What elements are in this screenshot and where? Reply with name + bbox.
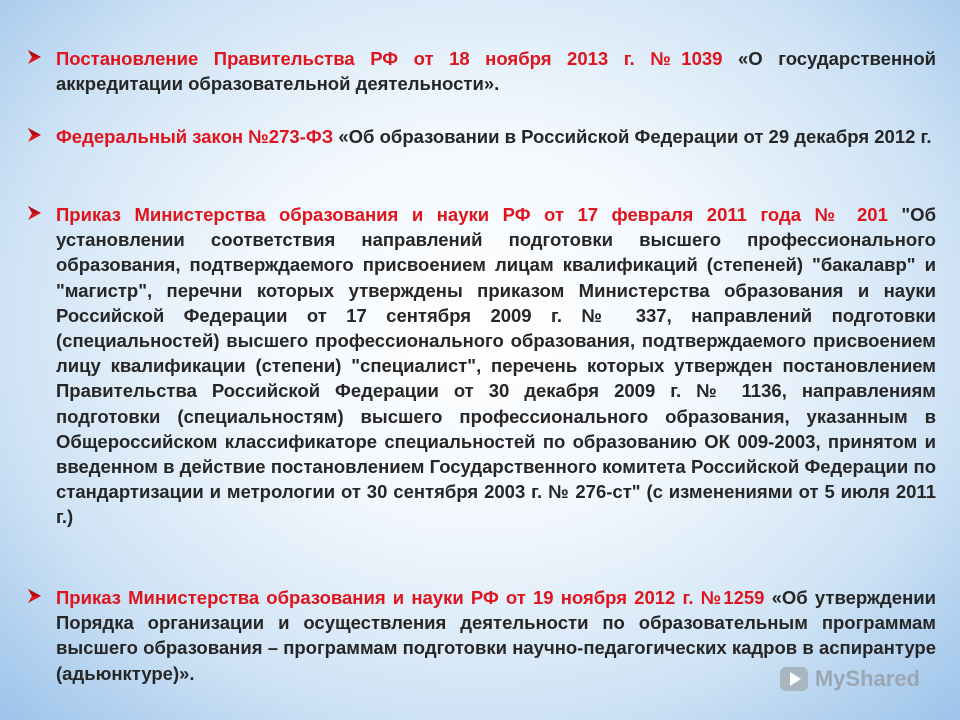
document-description: "Об установлении соответствия направлений подготовки высшего профессионального образования, подтверждаемого присвоением лицам квалификаций (степеней) "бакалавр" и "магистр", перечни которых утверждены приказом Министерства образования и науки Российской Федерации от 17 сентября 2009 г. № 337, направлений подготовки (специальностей) высшего профессионального образования, подтверждаемого присвоением лицу квалификации (степени) "специалист", перечень которых утвержден постановлением Правительства Российской Федерации от 30 декабря 2009 г. № 1136, направлениям подготовки (специальностям) высшего профессионального образования, указанным в Общероссийском классификаторе специальностей по образованию ОК 009-2003, принятом и введенном в действие постановлением Государственного комитета Российской Федерации по стандартизации и метрологии от 30 сентября 2003 г. № 276-ст" (с изменениями от 5 июля 2011 г.) — [56, 204, 936, 528]
document-description: «О государственной аккредитации образовательной деятельности». — [56, 48, 936, 95]
document-description: «Об образовании в Российской Федерации от 29 декабря 2012 г. — [333, 126, 932, 147]
watermark — [779, 666, 920, 692]
arrow-bullet-icon — [26, 49, 42, 65]
arrow-bullet-icon — [26, 205, 42, 221]
watermark-text: MyShared — [814, 666, 920, 691]
arrow-bullet-icon — [26, 588, 42, 604]
list-item-text — [56, 202, 936, 530]
play-icon — [779, 666, 809, 692]
document-description: «Об утверждении Порядка организации и осуществления деятельности по образовательным программам высшего образования – программам подготовки научно-педагогических кадров в аспирантуре (адьюнктуре)». — [56, 587, 936, 684]
document-title: Приказ Министерства образования и науки РФ от 19 ноября 2012 г. №1259 — [56, 587, 765, 608]
list-item-text — [56, 46, 936, 96]
list-item — [26, 46, 938, 96]
arrow-bullet-icon — [26, 127, 42, 143]
list-item — [26, 124, 938, 149]
document-title: Постановление Правительства РФ от 18 ноября 2013 г. №1039 — [56, 48, 723, 69]
document-title: Федеральный закон №273-ФЗ — [56, 126, 334, 147]
document-title: Приказ Министерства образования и науки РФ от 17 февраля 2011 года № 201 — [56, 204, 888, 225]
list-item — [26, 202, 938, 530]
list-item-text — [56, 124, 936, 149]
